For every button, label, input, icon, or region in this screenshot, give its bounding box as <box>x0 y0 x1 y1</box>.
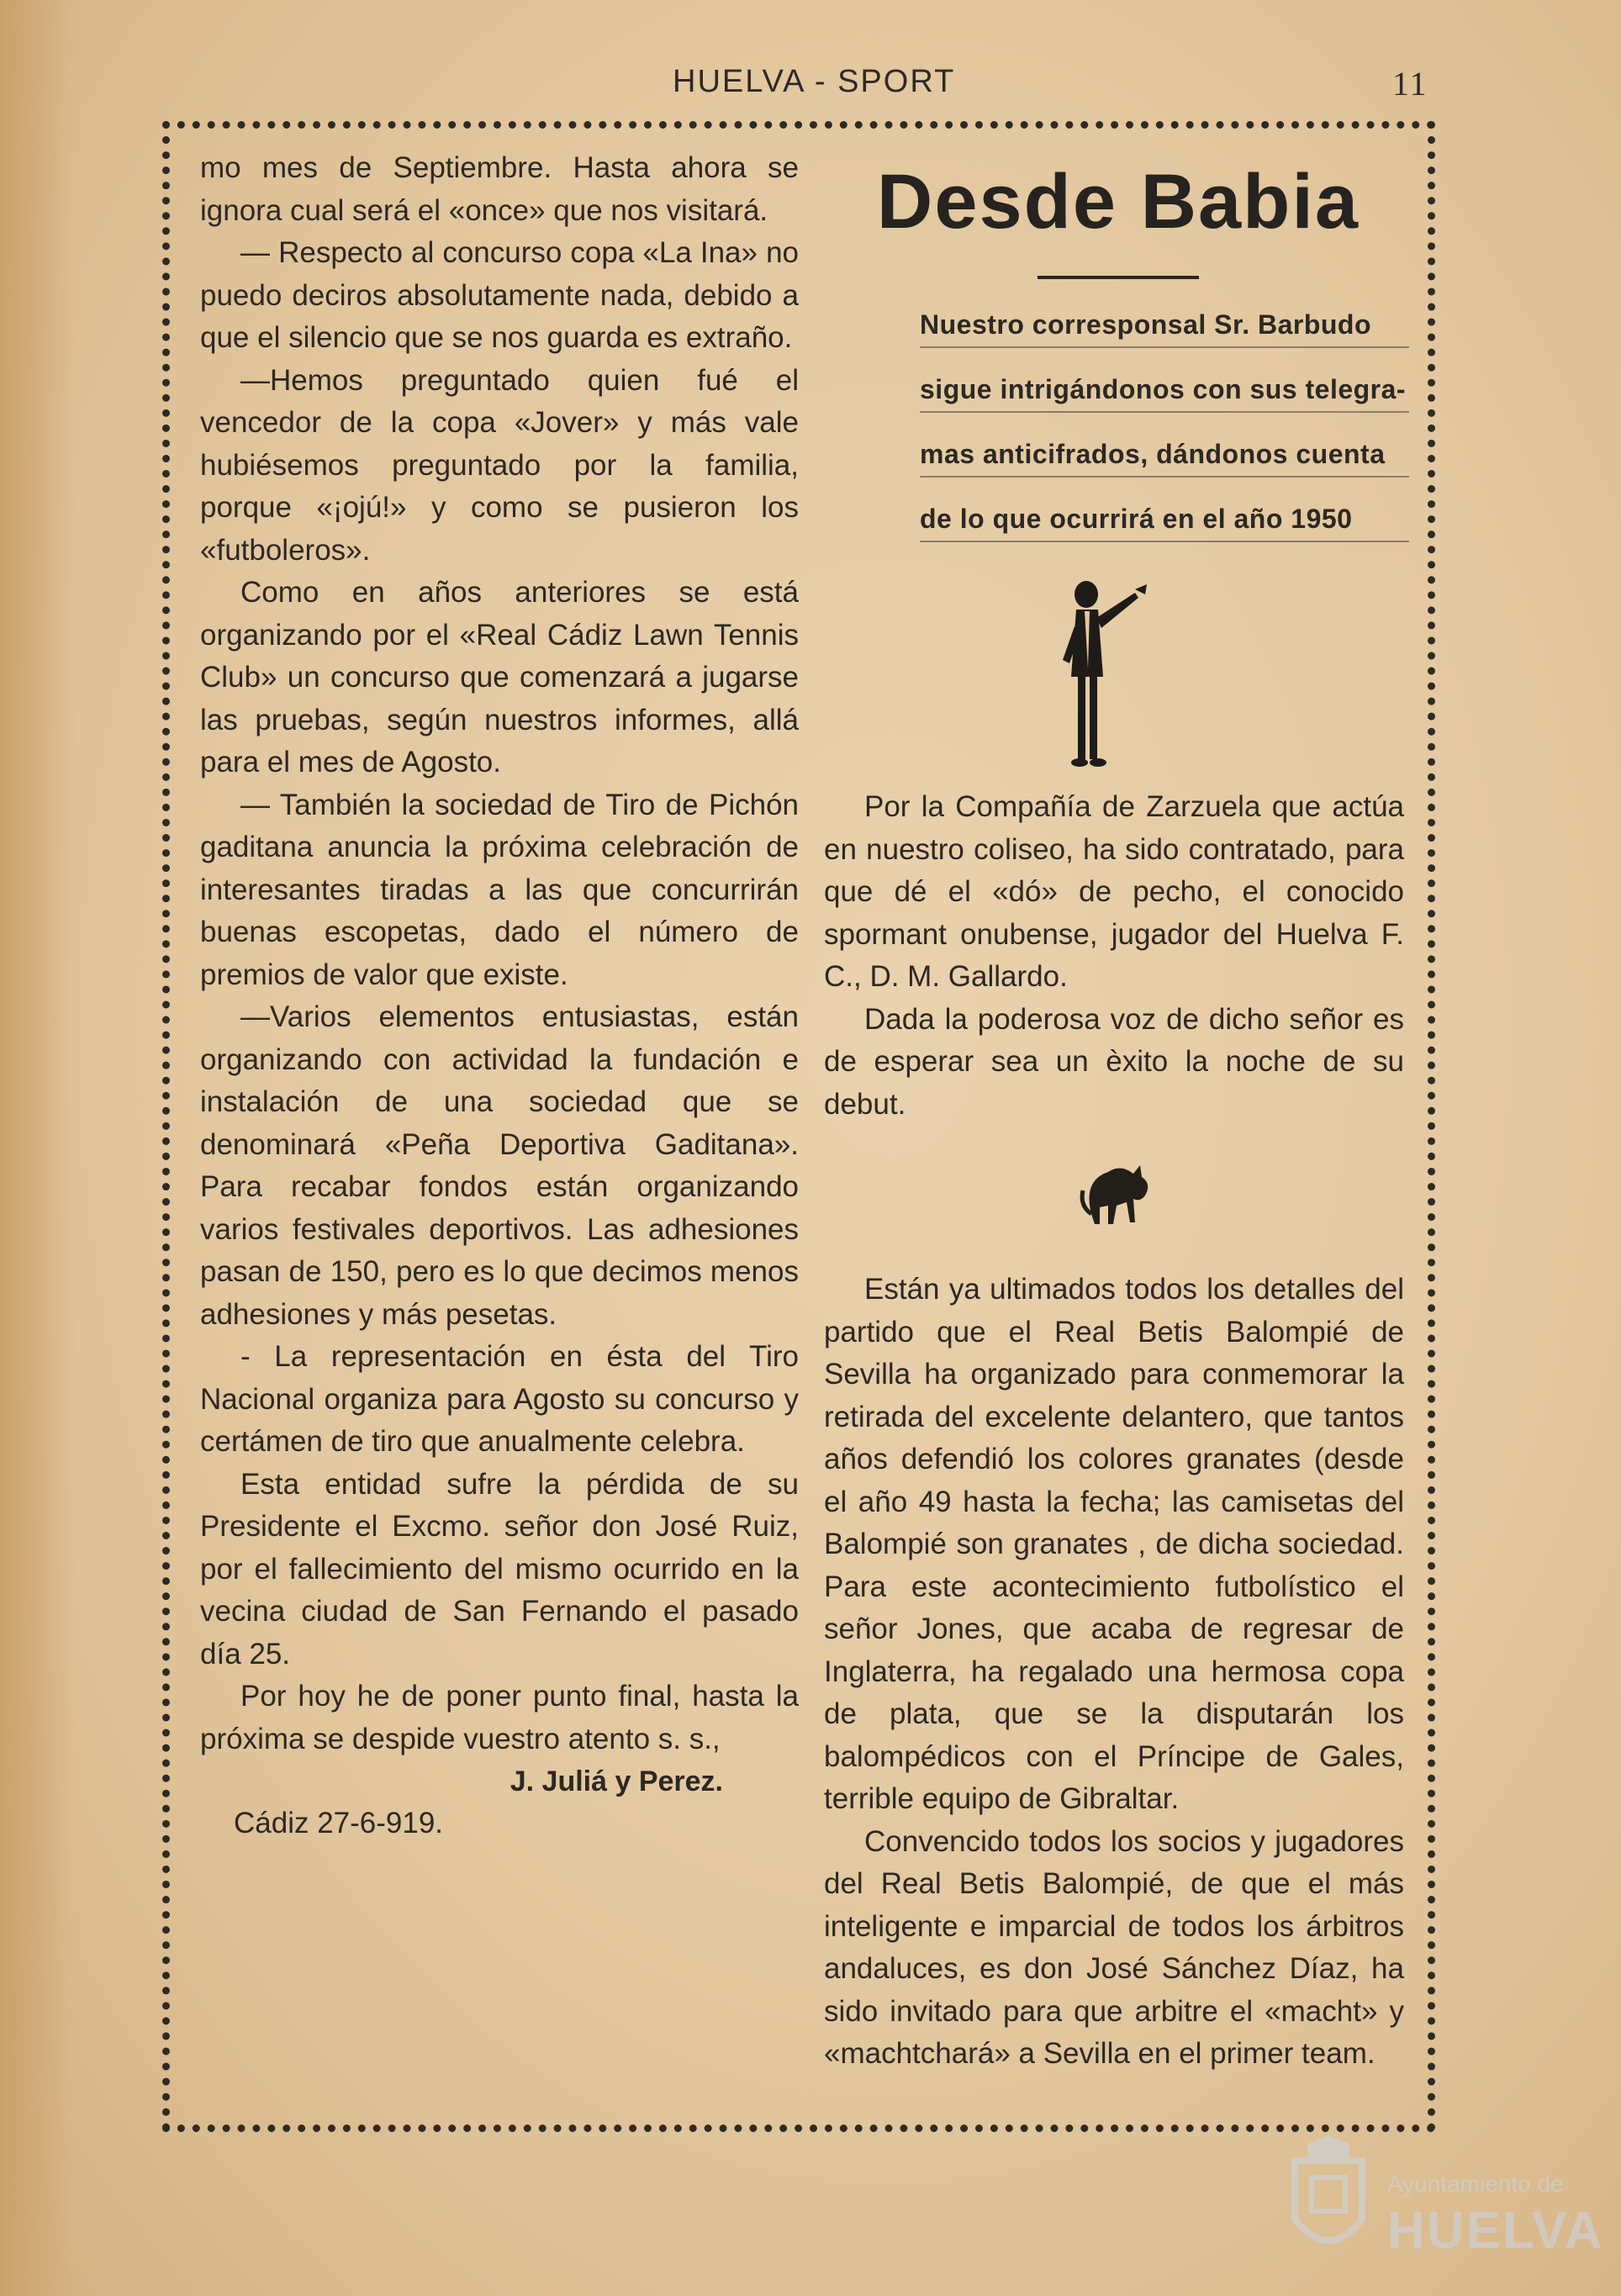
right-paragraph: Dada la poderosa voz de dicho señor es de esperar sea un èxito la noche de su debut. <box>824 1002 1404 1121</box>
watermark-logo <box>1278 2135 1604 2278</box>
right-body-1 <box>824 786 1412 1126</box>
section-title: Desde Babia <box>876 159 1360 245</box>
man-figure-icon <box>1051 576 1160 778</box>
watermark-line2: HUELVA <box>1387 2202 1604 2260</box>
left-paragraph: Como en años anteriores se está organizando por el «Real Cádiz Lawn Tennis Club» un concurso que comenzará a jugarse las pruebas, según nuestros informes, allá para el mes de Agosto. <box>200 576 799 779</box>
left-paragraph: Esta entidad sufre la pérdida de su Presidente el Excmo. señor don José Ruiz, por el fallecimiento del mismo ocurrido en la vecina ciudad de San Fernando el pasado día 25. <box>200 1467 799 1671</box>
right-paragraph: Por la Compañía de Zarzuela que actúa en nuestro coliseo, ha sido contratado, para que dé el «dó» de pecho, el conocido spormant onubense, jugador del Huelva F. C., D. M. Gallardo. <box>824 790 1404 993</box>
intro-line: Nuestro corresponsal Sr. Barbudo <box>920 303 1409 348</box>
left-column <box>200 147 799 1845</box>
cat-figure-icon <box>1075 1147 1159 1231</box>
intro-line: mas anticifrados, dándonos cuenta <box>920 432 1409 478</box>
right-column <box>824 150 1412 2076</box>
intro-line: sigue intrigándonos con sus telegra- <box>920 367 1409 413</box>
page-edge-shadow <box>0 0 76 2296</box>
dateline: Cádiz 27-6-919. <box>234 1807 444 1839</box>
intro-box <box>920 303 1409 542</box>
left-paragraph: — También la sociedad de Tiro de Pichón gaditana anuncia la próxima celebración de interesantes tiradas a las que concurrirán buenas escopetas, dado el número de premios de valor que existe. <box>200 788 799 991</box>
right-body-2 <box>824 1269 1412 2076</box>
page-header <box>0 59 1621 109</box>
left-paragraph: —Varios elementos entusiastas, están organizando con actividad la fundación e instalación de una sociedad que se denominará «Peña Deportiva Gaditana». Para recabar fondos están organizando varios festivales deportivos. Las adhesiones pasan de 150, pero es lo que decimos menos adhesiones y más pesetas. <box>200 1000 799 1331</box>
right-paragraph: Convencido todos los socios y jugadores del Real Betis Balompié, de que el más inteligente e imparcial de todos los árbitros andaluces, es don José Sánchez Díaz, ha sido invitado para que arbitre el «macht» y «machtchará» a Sevilla en el primer team. <box>824 1824 1404 2070</box>
page-number: 11 <box>1392 65 1428 103</box>
intro-line: de lo que ocurrirá en el año 1950 <box>920 497 1409 542</box>
left-paragraph: - La representación en ésta del Tiro Nacional organiza para Agosto su concurso y certámen de tiro que anualmente celebra. <box>200 1340 799 1458</box>
illustration-cat <box>824 1147 1412 1248</box>
left-paragraph: mo mes de Septiembre. Hasta ahora se ignora cual será el «once» que nos visitará. <box>200 151 799 227</box>
title-rule <box>1038 276 1199 279</box>
left-paragraph: —Hemos preguntado quien fué el vencedor de la copa «Jover» y más vale hubiésemos preguntado por la familia, porque «¡ojú!» y como se pusieron los «futboleros». <box>200 363 799 567</box>
header-title: HUELVA - SPORT <box>673 64 956 99</box>
watermark-line1: Ayuntamiento de <box>1387 2171 1564 2197</box>
illustration-man <box>824 576 1412 786</box>
signature: J. Juliá y Perez. <box>510 1766 723 1797</box>
right-paragraph: Están ya ultimados todos los detalles del partido que el Real Betis Balompié de Sevilla ha organizado para conmemorar la retirada del excelente delantero, que tantos años defendió los colores granates (desde el año 49 hasta la fecha; las camisetas del Balompié son granates , de dicha sociedad. Para este acontecimiento futbolístico el señor Jones, que acaba de regresar de Inglaterra, ha regalado una hermosa copa de plata, que se la disputarán los balompédicos con el Príncipe de Gales, terrible equipo de Gibraltar. <box>824 1273 1404 1815</box>
huelva-shield-icon <box>1278 2135 1379 2270</box>
left-paragraph: Por hoy he de poner punto final, hasta la próxima se despide vuestro atento s. s., <box>200 1680 799 1755</box>
left-paragraph: — Respecto al concurso copa «La Ina» no puedo deciros absolutamente nada, debido a que el silencio que se nos guarda es extraño. <box>200 236 799 354</box>
